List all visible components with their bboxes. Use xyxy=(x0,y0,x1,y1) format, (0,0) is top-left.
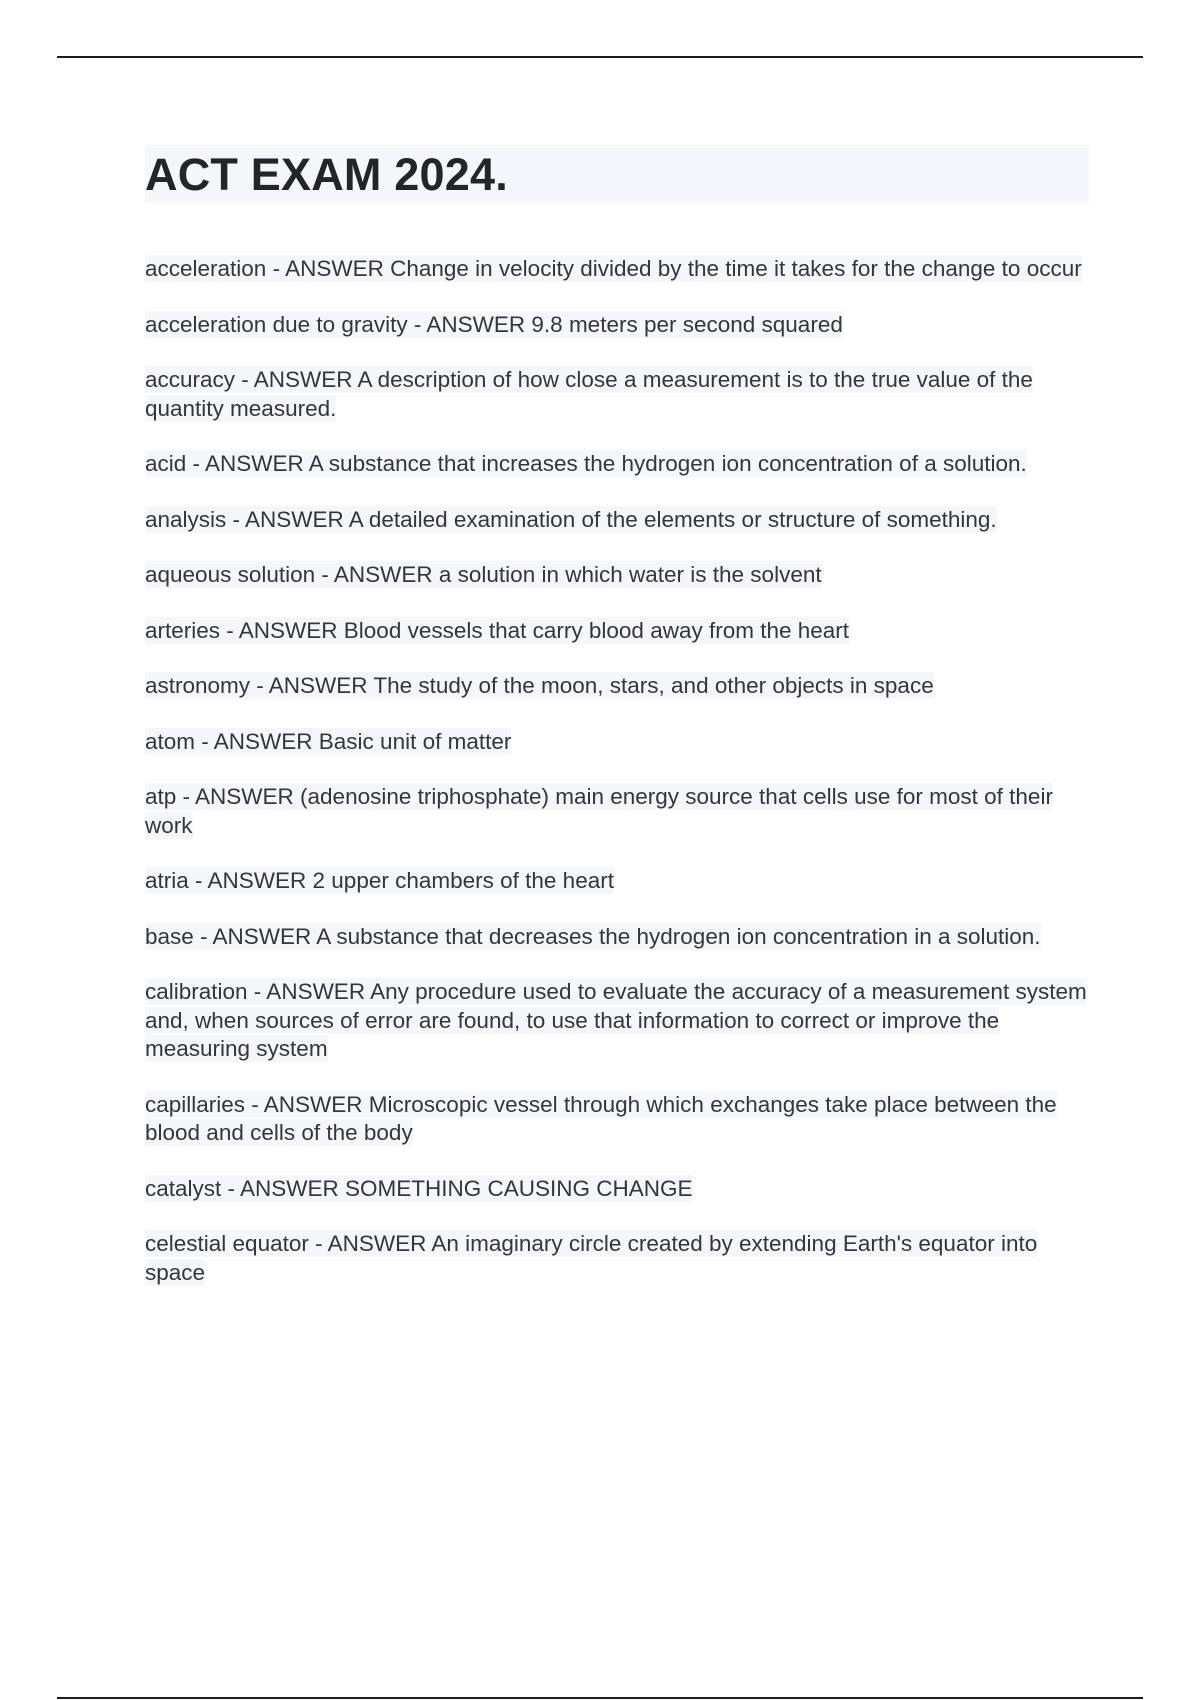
document-page xyxy=(145,145,1090,1314)
entry-text: acceleration - ANSWER Change in velocity divided by the time it takes for the change to occur xyxy=(145,256,1082,281)
entry-text: atom - ANSWER Basic unit of matter xyxy=(145,728,512,754)
entry-text: aqueous solution - ANSWER a solution in which water is the solvent xyxy=(145,562,822,587)
list-item xyxy=(145,672,1090,701)
list-item xyxy=(145,728,1090,757)
list-item xyxy=(145,1175,1090,1204)
entry-text: arteries - ANSWER Blood vessels that carry blood away from the heart xyxy=(145,617,850,643)
list-item xyxy=(145,366,1090,423)
entry-list xyxy=(145,255,1090,1287)
title-block xyxy=(145,145,1089,203)
list-item xyxy=(145,255,1090,284)
entry-text: atp - ANSWER (adenosine triphosphate) main energy source that cells use for most of their work xyxy=(145,784,1053,838)
top-rule xyxy=(57,56,1143,58)
entry-text: celestial equator - ANSWER An imaginary circle created by extending Earth's equator into space xyxy=(145,1231,1038,1285)
entry-text: analysis - ANSWER A detailed examination of the elements or structure of something. xyxy=(145,506,997,532)
entry-text: astronomy - ANSWER The study of the moon, stars, and other objects in space xyxy=(145,673,934,698)
list-item xyxy=(145,506,1090,535)
list-item xyxy=(145,783,1090,840)
entry-text: base - ANSWER A substance that decreases the hydrogen ion concentration in a solution. xyxy=(145,923,1041,949)
bottom-rule xyxy=(57,1697,1143,1699)
entry-text: accuracy - ANSWER A description of how close a measurement is to the true value of the quantity measured. xyxy=(145,367,1033,421)
list-item xyxy=(145,617,1090,646)
list-item xyxy=(145,1230,1090,1287)
list-item xyxy=(145,311,1090,340)
list-item xyxy=(145,923,1090,952)
page-title: ACT EXAM 2024. xyxy=(145,148,508,200)
list-item xyxy=(145,978,1090,1064)
entry-text: acceleration due to gravity - ANSWER 9.8 meters per second squared xyxy=(145,311,843,337)
entry-text: atria - ANSWER 2 upper chambers of the heart xyxy=(145,868,614,893)
list-item xyxy=(145,561,1090,590)
entry-text: acid - ANSWER A substance that increases the hydrogen ion concentration of a solution. xyxy=(145,451,1027,476)
list-item xyxy=(145,450,1090,479)
list-item xyxy=(145,1091,1090,1148)
entry-text: capillaries - ANSWER Microscopic vessel through which exchanges take place between the blood and cells of the body xyxy=(145,1091,1057,1145)
entry-text: catalyst - ANSWER SOMETHING CAUSING CHANGE xyxy=(145,1175,693,1201)
entry-text: calibration - ANSWER Any procedure used to evaluate the accuracy of a measurement system and, when sources of error are found, to use that information to correct or improve the measuring system xyxy=(145,979,1087,1061)
list-item xyxy=(145,867,1090,896)
